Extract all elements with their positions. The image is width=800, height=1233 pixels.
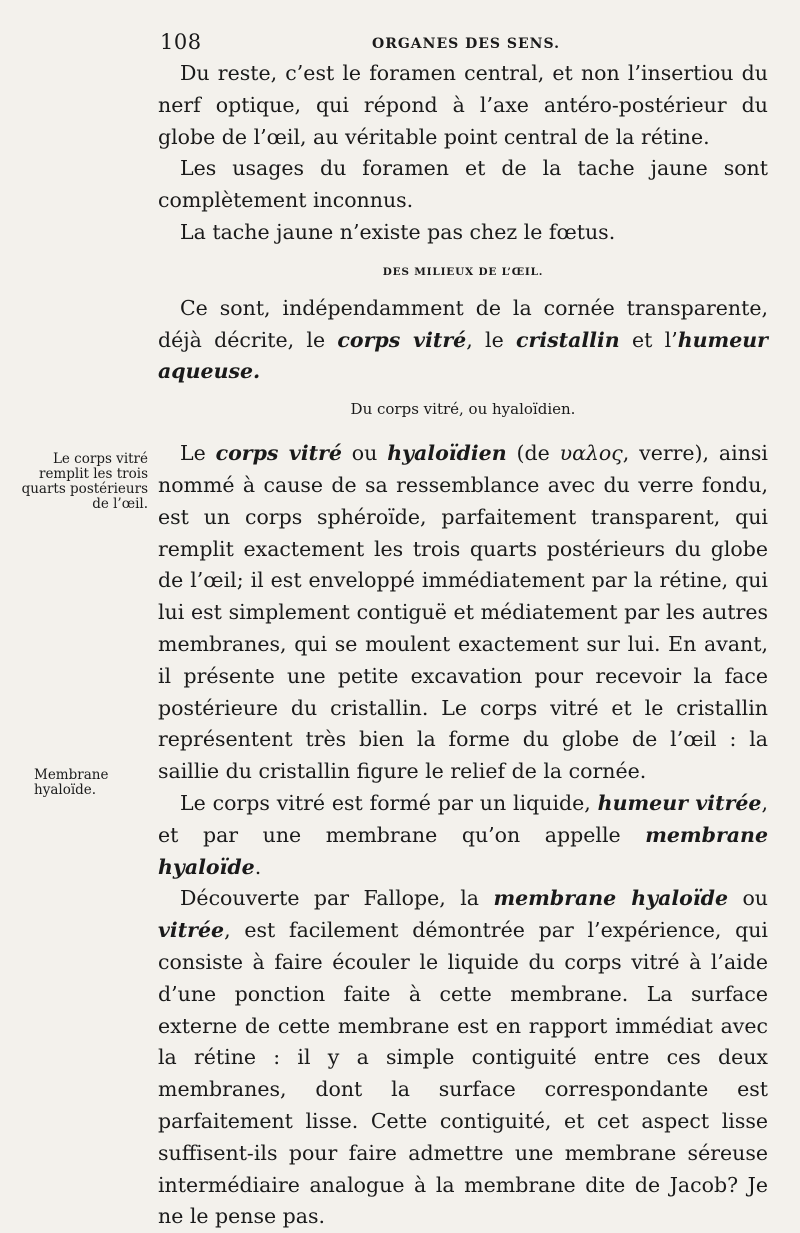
page-number: 108: [160, 30, 202, 54]
running-head: [160, 30, 770, 60]
paragraph: La tache jaune n’existe pas chez le fœtus.: [180, 219, 616, 244]
paragraph: [158, 883, 768, 1233]
section-heading: DES MILIEUX DE L’ŒIL.: [382, 265, 544, 278]
text-run: , et par une membrane qu’on appelle: [158, 790, 768, 847]
text-run: .: [254, 854, 262, 879]
running-title: ORGANES DES SENS.: [372, 36, 560, 52]
term-membrane-hyaloide: membrane hyaloïde: [158, 822, 768, 879]
subsection-heading: Du corps vitré, ou hyaloïdien.: [350, 400, 576, 419]
text-run: Le corps vitré est formé par un liquide,: [180, 790, 598, 815]
term-humeur-vitree: humeur vitrée: [597, 790, 762, 815]
margin-note-corps-vitre: Le corps vitré remplit les trois quarts postérieurs de l’œil.: [21, 451, 148, 512]
text-run: et l’: [619, 327, 678, 352]
text-run: Le: [180, 441, 216, 466]
term-humeur-aqueuse: humeur aqueuse.: [158, 327, 768, 384]
text-run: (de: [506, 441, 560, 466]
term-vitree: vitrée: [158, 918, 225, 943]
paragraph: Du reste, c’est le foramen central, et non l’insertiou du nerf optique, qui répond à l’axe antéro-postérieur du globe de l’œil, au véritable point central de la rétine.: [158, 61, 768, 149]
text-run: , le: [466, 327, 517, 352]
paragraph: [158, 438, 768, 788]
text-run: , verre), ainsi nommé à cause de sa ressemblance avec du verre fondu, est un corps sphéroïde, parfaitement transparent, qui remplit exactement les trois quarts postérieurs du globe de l’œil; il est enveloppé immédiatement par la rétine, qui lui est simplement contiguë et médiatement par les autres membranes, qui se moulent exactement sur lui. En avant, il présente une petite excavation pour recevoir la face postérieure du cristallin. Le corps vitré et le cristallin représentent très bien la forme du globe de l’œil : la saillie du cristallin figure le relief de la cornée.: [158, 441, 768, 784]
greek-word: υαλος: [559, 441, 623, 466]
term-corps-vitre: corps vitré: [215, 441, 342, 466]
paragraph: [158, 788, 768, 883]
term-membrane-hyaloide: membrane hyaloïde: [493, 886, 729, 911]
text-run: , est facilement démontrée par l’expérience, qui consiste à faire écouler le liquide du corps vitré à l’aide d’une ponction faite à cette membrane. La surface externe de cette membrane est en rapport immédiat avec la rétine : il y a simple contiguité entre ces deux membranes, dont la surface correspondante est parfaitement lisse. Cette contiguité, et cet aspect lisse suffisent-ils pour faire admettre une membrane séreuse intermédiaire analogue à la membrane dite de Jacob? Je ne le pense pas.: [158, 918, 768, 1229]
text-run: Ce sont, indépendamment de la cornée transparente, déjà décrite, le: [158, 295, 768, 352]
term-hyaloidien: hyaloïdien: [387, 441, 507, 466]
body-text: [158, 58, 768, 1233]
text-run: ou: [728, 886, 768, 911]
paragraph: [158, 293, 768, 388]
paragraph: Les usages du foramen et de la tache jaune sont complètement inconnus.: [158, 156, 768, 213]
term-cristallin: cristallin: [516, 327, 620, 352]
margin-note-membrane-hyaloide: Membrane hyaloïde.: [34, 767, 109, 798]
text-run: ou: [341, 441, 388, 466]
text-run: Découverte par Fallope, la: [180, 886, 494, 911]
term-corps-vitre: corps vitré: [337, 327, 467, 352]
